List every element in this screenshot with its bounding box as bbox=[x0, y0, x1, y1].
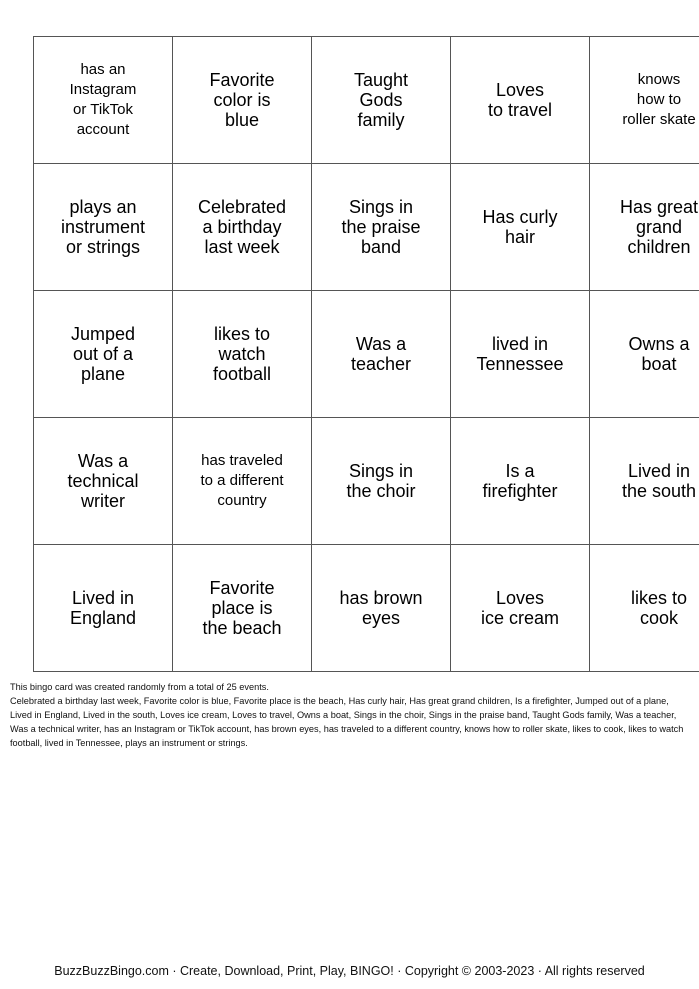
bingo-cell: has traveled to a different country bbox=[173, 418, 312, 545]
bingo-cell: likes to watch football bbox=[173, 291, 312, 418]
card-notes bbox=[10, 680, 690, 750]
bingo-cell: Favorite place is the beach bbox=[173, 545, 312, 672]
bingo-row bbox=[34, 418, 699, 545]
bingo-cell: Loves ice cream bbox=[451, 545, 590, 672]
bingo-cell: Has curly hair bbox=[451, 164, 590, 291]
bingo-cell: Lived in the south bbox=[590, 418, 699, 545]
card-note-summary: This bingo card was created randomly from a total of 25 events. bbox=[10, 682, 269, 692]
bingo-cell: Jumped out of a plane bbox=[34, 291, 173, 418]
bingo-cell: Has great grand children bbox=[590, 164, 699, 291]
bingo-cell: likes to cook bbox=[590, 545, 699, 672]
bingo-cell: plays an instrument or strings bbox=[34, 164, 173, 291]
bingo-cell: Was a teacher bbox=[312, 291, 451, 418]
bingo-cell: has an Instagram or TikTok account bbox=[34, 37, 173, 164]
bingo-cell: Taught Gods family bbox=[312, 37, 451, 164]
footer-copyright: BuzzBuzzBingo.com · Create, Download, Print, Play, BINGO! · Copyright © 2003-2023 · All rights reserved bbox=[54, 964, 645, 978]
bingo-row bbox=[34, 545, 699, 672]
bingo-cell: knows how to roller skate bbox=[590, 37, 699, 164]
bingo-row bbox=[34, 291, 699, 418]
bingo-cell: Lived in England bbox=[34, 545, 173, 672]
bingo-row bbox=[34, 37, 699, 164]
bingo-cell: Sings in the choir bbox=[312, 418, 451, 545]
bingo-cell: Sings in the praise band bbox=[312, 164, 451, 291]
bingo-cell: Is a firefighter bbox=[451, 418, 590, 545]
bingo-cell: Celebrated a birthday last week bbox=[173, 164, 312, 291]
bingo-cell: Owns a boat bbox=[590, 291, 699, 418]
bingo-cell: lived in Tennessee bbox=[451, 291, 590, 418]
bingo-row bbox=[34, 164, 699, 291]
bingo-cell: Loves to travel bbox=[451, 37, 590, 164]
bingo-card bbox=[33, 36, 699, 672]
bingo-cell: Favorite color is blue bbox=[173, 37, 312, 164]
card-event-list: Celebrated a birthday last week, Favorite color is blue, Favorite place is the beach, Has curly hair, Has great grand children, Is a firefighter, Jumped out of a plane, Lived in England, Lived in the south, Loves ice cream, Loves to travel, Owns a boat, Sings in the choir, Sings in the praise band, Taught Gods family, Was a teacher, Was a technical writer, has an Instagram or TikTok account, has brown eyes, has traveled to a different country, knows how to roller skate, likes to cook, likes to watch football, lived in Tennessee, plays an instrument or strings. bbox=[10, 696, 684, 748]
bingo-cell: has brown eyes bbox=[312, 545, 451, 672]
bingo-cell: Was a technical writer bbox=[34, 418, 173, 545]
